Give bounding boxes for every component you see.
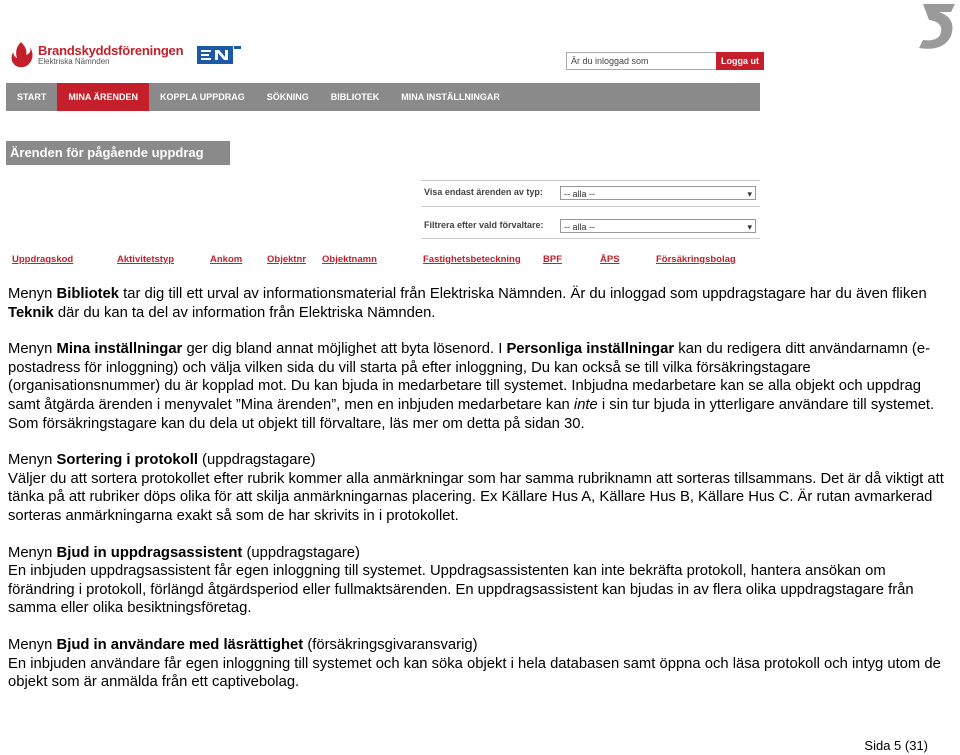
column-header-ankom[interactable]: Ankom [210,254,243,265]
corner-brand-icon [905,0,960,55]
paragraph-bibliotek: Menyn Bibliotek tar dig till ett urval av informationsmaterial från Elektriska Nämnden. Är du inloggad som uppdragstagare har du även fliken Teknik där du kan ta del av information från Elektriska Nämnden. [8,286,927,321]
logo-text [38,44,183,66]
column-header-fastighetsbeteckning[interactable]: Fastighetsbeteckning [423,254,521,265]
term-sortering: Sortering i protokoll [56,452,198,469]
column-header-uppdragskod[interactable]: Uppdragskod [12,254,74,265]
term-uppdragsassistent: Bjud in uppdragsassistent [56,544,243,561]
column-header-objektnamn[interactable]: Objektnamn [322,254,377,265]
filter-manager-label: Filtrera efter vald förvaltare: [424,220,544,230]
column-header-objektnr[interactable]: Objektnr [267,254,307,265]
logo-name: Brandskyddsföreningen [38,42,184,58]
column-header-aktivitetstyp[interactable]: Aktivitetstyp [117,254,175,265]
column-header-bpf[interactable]: BPF [543,254,562,265]
filter-divider [421,238,760,239]
nav-item-mina-arenden[interactable]: MINA ÄRENDEN [57,83,149,111]
term-bibliotek: Bibliotek [56,286,120,302]
paragraph-sortering: Menyn Sortering i protokoll (uppdragstagare) Väljer du att sortera protokollet efter rubrik kommer alla anmärkningar som har samma rubriknamn att sorteras tillsammans. Det är då viktigt att tänka på att rubriker döps olika för att skilja anmärkningarnas placering. Ex Källare Hus A, Källare Hus B, Källare Hus C. Är rutan avmarkerad sorteras anmärkningarna exakt så som de har skrivits in i protokollet. [8,452,944,524]
logo-subtitle: Elektriska Nämnden [38,56,110,66]
term-teknik: Teknik [8,304,54,321]
section-title: Ärenden för pågående uppdrag [6,141,230,165]
paragraph-lasrattighet: Menyn Bjud in användare med läsrättighet (försäkringsgivaransvarig) En inbjuden användare får egen inloggning till systemet och kan söka objekt i hela databasen samt öppna och läsa protokoll och intyg utom de objekt som är anmälda från ett captivebolag. [8,636,941,691]
header-logos [6,38,241,72]
filter-type-select[interactable]: -- alla -- ▾ [560,186,756,200]
nav-item-start[interactable]: START [17,92,47,102]
document-body [8,285,948,710]
filter-manager-select[interactable]: -- alla -- ▾ [560,219,756,233]
term-personliga-installningar: Personliga inställningar [506,341,675,358]
login-status-field: Är du inloggad som [566,52,726,70]
filter-divider [421,206,760,207]
nav-item-sokning[interactable]: SÖKNING [266,92,309,102]
term-inte: inte [573,396,598,413]
app-screenshot [6,30,760,270]
en-logo-icon [197,44,241,66]
nav-item-bibliotek[interactable]: BIBLIOTEK [330,92,380,102]
main-nav [6,83,760,111]
paragraph-uppdragsassistent: Menyn Bjud in uppdragsassistent (uppdragstagare) En inbjuden uppdragsassistent får egen inloggning till systemet. Uppdragsassistenten kan inte bekräfta protokoll, hantera ansökan om förändring i protokoll, förlängd åtgärdsperiod eller fullmaktsärenden. En uppdragsassistent kan bjudas in av flera olika uppdragstagare från samma eller olika besiktningsföretag. [8,544,914,617]
nav-item-koppla-uppdrag[interactable]: KOPPLA UPPDRAG [160,92,245,102]
nav-item-mina-installningar[interactable]: MINA INSTÄLLNINGAR [401,92,500,102]
page-number: Sida 5 (31) [864,738,928,753]
filter-divider [421,180,760,181]
flame-logo-icon [8,41,34,69]
term-lasrattighet: Bjud in användare med läsrättighet [56,636,304,653]
paragraph-mina-installningar: Menyn Mina inställningar ger dig bland annat möjlighet att byta lösenord. I Personliga inställningar kan du redigera ditt användarnamn (e-postadress för inloggning) och välja vilken sida du vill starta på efter inloggning, Du kan också se till vilka försäkringstagare (organisationsnummer) du är kopplad mot. Du kan bjuda in medarbetare till systemet. Inbjudna medarbetare kan se alla objekt och uppdrag samt åtgärda ärenden i menyvalet ”Mina ärenden”, men en inbjuden medarbetare kan inte i sin tur bjuda in ytterligare användare till systemet. Som försäkringstagare kan du dela ut objekt till förvaltare, läs mer om detta på sidan 30. [8,341,935,432]
column-header-aps[interactable]: ÅPS [600,254,620,265]
term-mina-installningar: Mina inställningar [56,341,183,358]
column-header-forsakringsbolag[interactable]: Försäkringsbolag [656,254,736,265]
filter-type-label: Visa endast ärenden av typ: [424,187,543,197]
logout-button[interactable]: Logga ut [716,52,764,70]
